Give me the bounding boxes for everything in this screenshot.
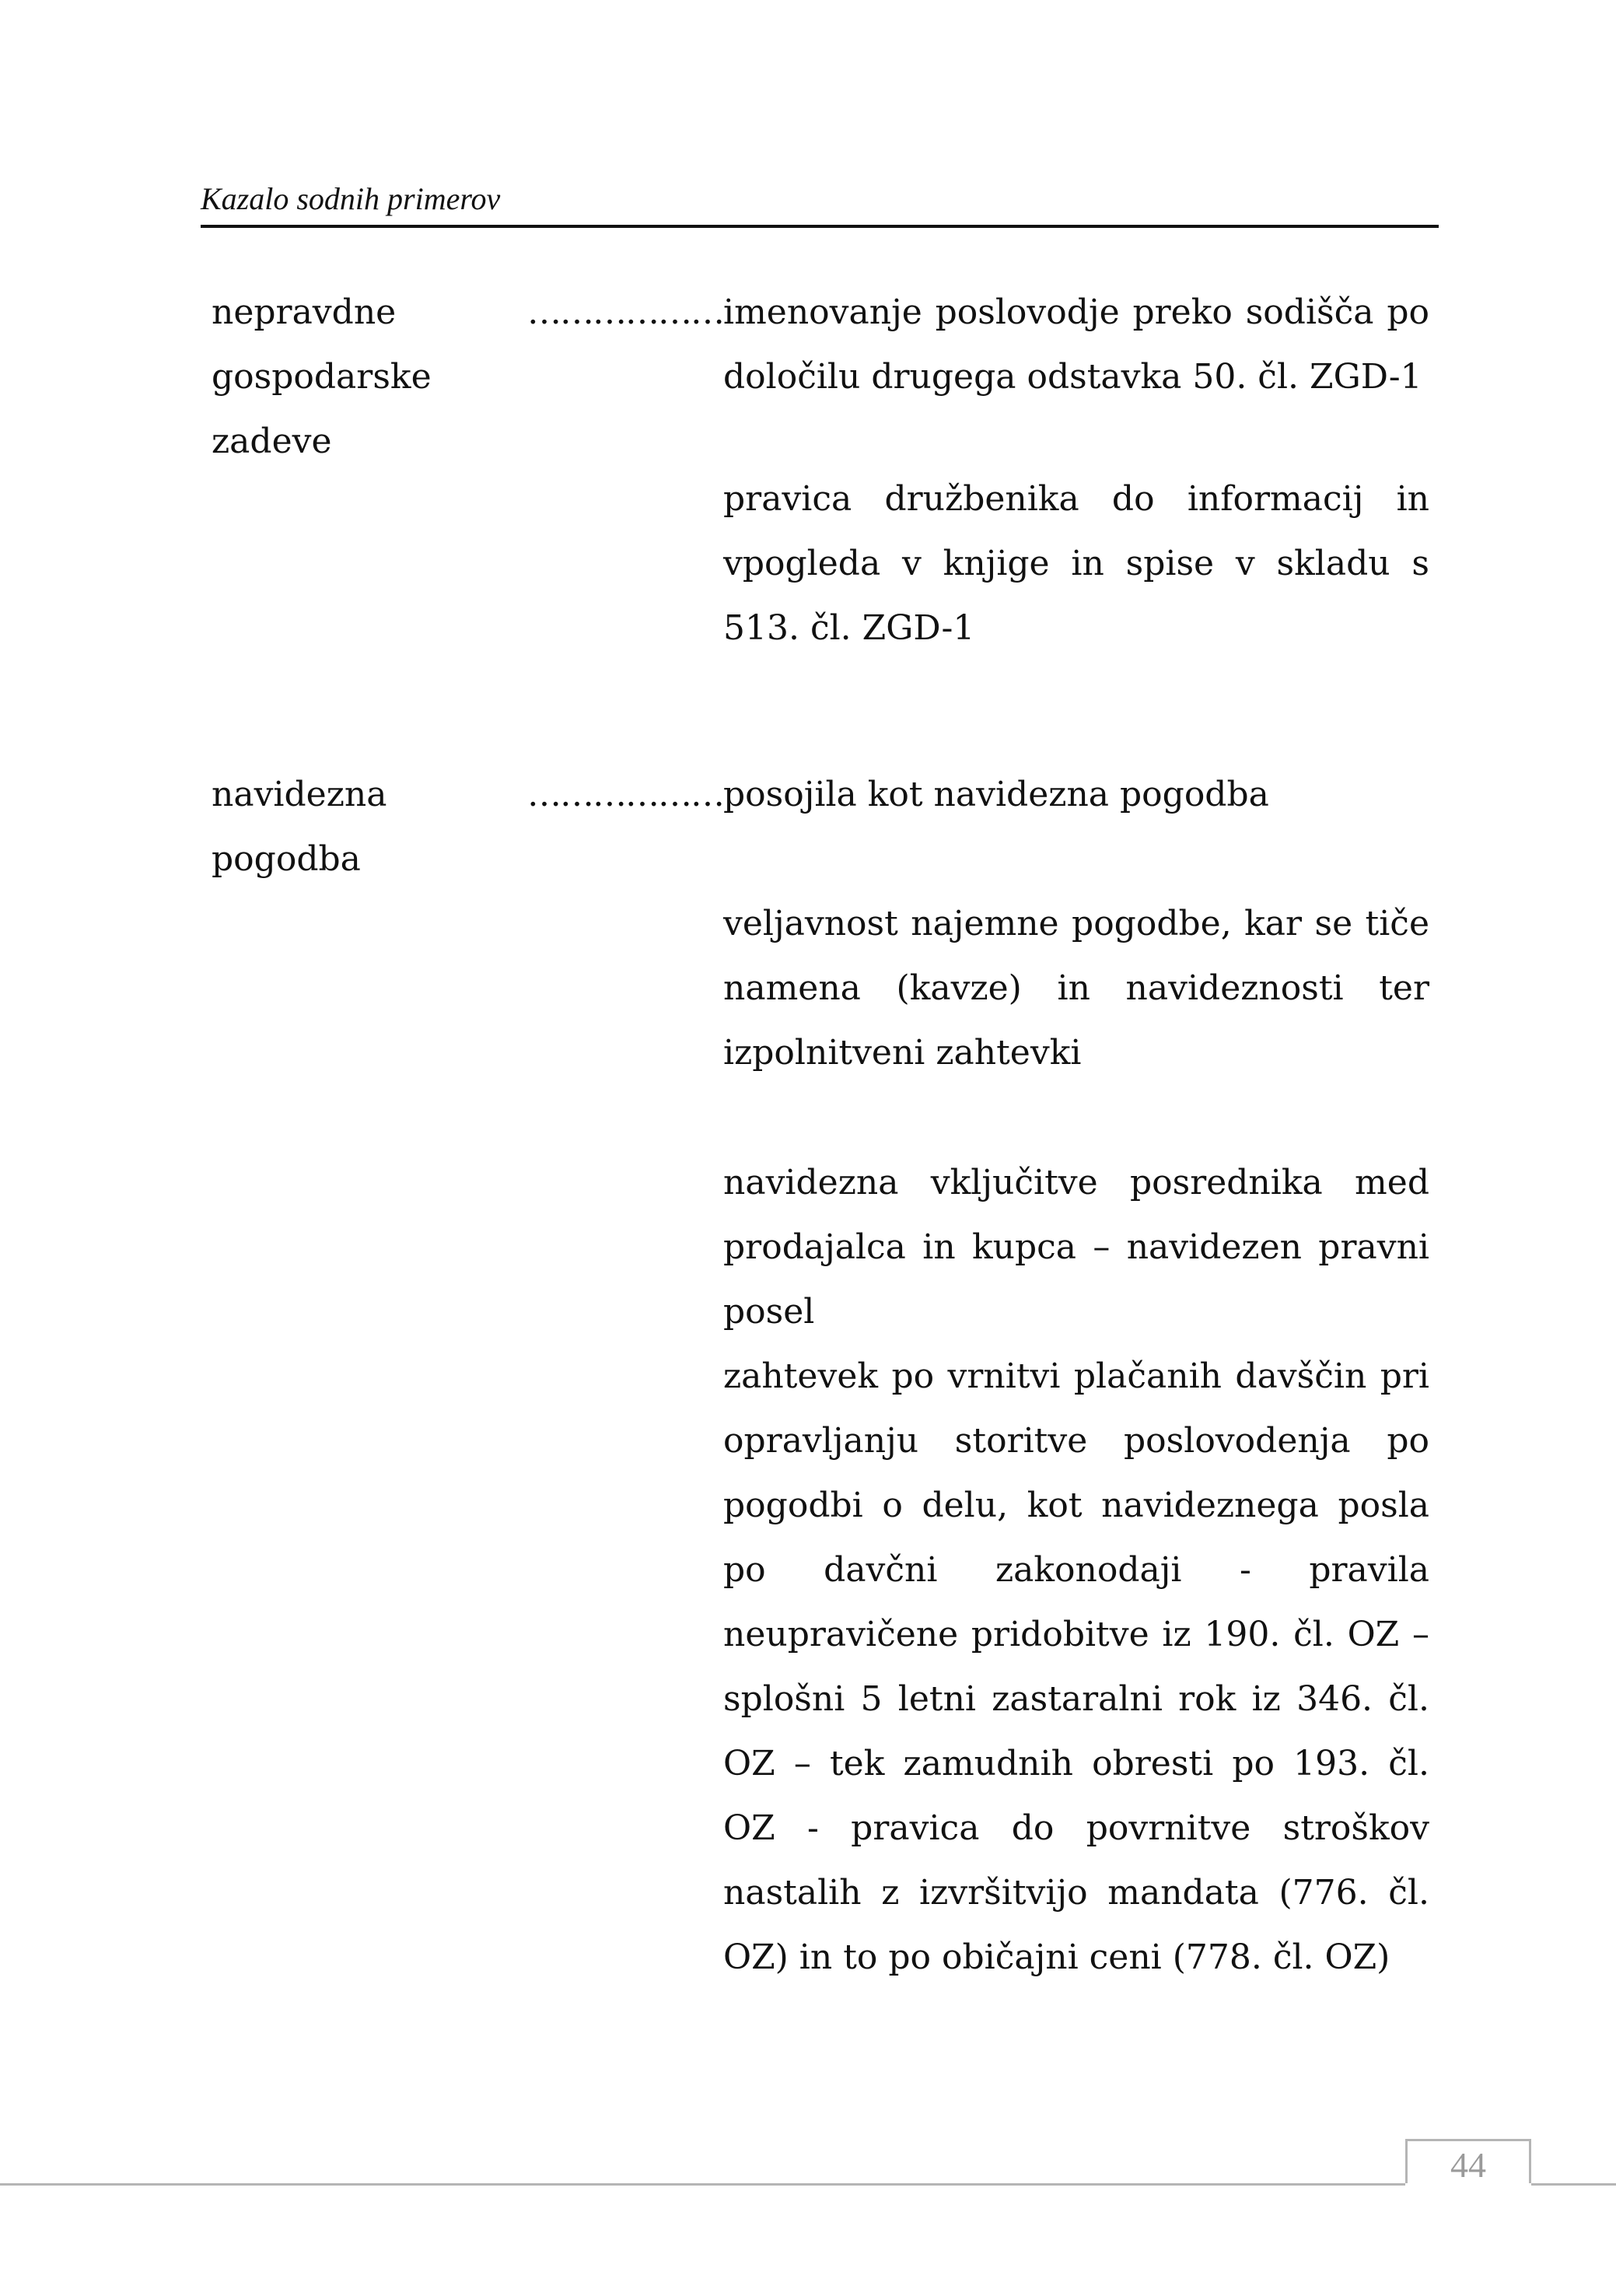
index-term xyxy=(212,280,507,474)
index-term-line: navidezna xyxy=(212,775,387,814)
footer-rule xyxy=(1531,2183,1616,2186)
index-entry: pravica družbenika do informacij in vpogleda v knjige in spise v skladu s 513. čl. ZGD-1 xyxy=(723,479,1429,648)
index-term-line: pogodba xyxy=(212,839,361,879)
index-term xyxy=(212,762,507,891)
index-entry: veljavnost najemne pogodbe, kar se tiče namena (kavze) in navideznosti ter izpolnitveni zahtevki xyxy=(723,904,1429,1073)
dot-leader: ……………… xyxy=(527,292,723,332)
index-entry: posojila kot navidezna pogodba xyxy=(723,775,1269,814)
index-entry: imenovanje poslovodje preko sodišča po določilu drugega odstavka 50. čl. ZGD-1 xyxy=(723,292,1429,397)
page-number: 44 xyxy=(1450,2145,1486,2185)
footer-rule xyxy=(0,2183,1405,2186)
index-term-line: zadeve xyxy=(212,422,332,461)
dot-leader: ……………… xyxy=(527,775,723,814)
index-term-line: nepravdne xyxy=(212,292,397,332)
index-entry: zahtevek po vrnitvi plačanih davščin pri opravljanju storitve poslovodenja po pogodbi o delu, kot navideznega posla po davčni zakonodaji - pravila neupravičene pridobitve iz 190. čl. OZ – splošni 5 letni zastaralni rok iz 346. čl. OZ – tek zamudnih obresti po 193. čl. OZ - pravica do povrnitve stroškov nastalih z izvršitvijo mandata (776. čl. OZ) in to po običajni ceni (778. čl. OZ) xyxy=(723,1356,1429,1977)
page-number-box xyxy=(1405,2139,1531,2183)
index-entry: navidezna vključitve posrednika med prodajalca in kupca – navidezen pravni posel xyxy=(723,1163,1429,1332)
header-rule xyxy=(201,225,1439,228)
running-head: Kazalo sodnih primerov xyxy=(201,181,501,216)
index-term-line: gospodarske xyxy=(212,357,432,397)
